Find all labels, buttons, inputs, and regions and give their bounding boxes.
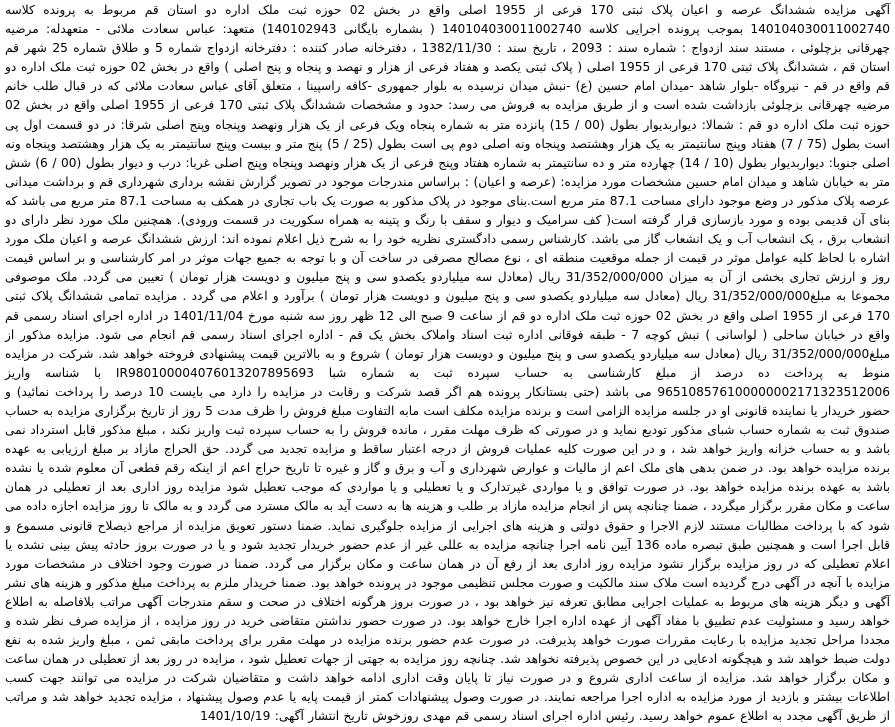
auction-notice-text: آگهی مزایده ششدانگ عرصه و اعیان پلاک ثبتی 170 فرعی از 1955 اصلی واقع در بخش 02 حوزه ثبت ملک اداره دو استان قم مربوط به پرونده کلاسه 140104030011002740 بموجب پرونده اجرایی کلاسه 140104030011002740 ( بشماره بایگانی 140102943) متعهد: عباس سعادت ملائی - متعهدله: مرضیه چهرقانی بزچلوئی ، مستند سند ازدواج : شماره سند : 2093 ، تاریخ سند : 1382/11/30 ، دفترخانه صادر کننده : دفترخانه ازدواج شماره 5 و طلاق شماره 25 شهر قم استان قم ، ششدانگ پلاک ثبتی 170 فرعی از 1955 اصلی ( پلاک ثبتی یکصد و هفتاد فرعی از هزار و نهصد و پنجاه و پنج اصلی ) واقع در بخش 02 حوزه ثبت ملک اداره دو قم واقع در قم - نیروگاه -بلوار شاهد -میدان امام حسین (ع) -نبش میدان نرسیده به بلوار جمهوری -کافه راسپینا ، متعلق آقای عباس سعادت ملائی که در قبال طلب خانم مرضیه چهرقانی بزچلوئی بازداشت شده است و از طریق مزایده به فروش می رسد: حدود و مشخصات ششدانگ پلاک ثبتی 170 فرعی از 1955 اصلی واقع در بخش 02 حوزه ثبت ملک اداره دو قم : شمالا: دیواربدیوار بطول (00 / 15) پانزده متر به شماره پنجاه ویک فرعی از یک هزار ونهصد وپنجاه وپنج اصلی شرقا: در دو قسمت اول پی است بطول (75 / 7) هفتاد وپنج سانتیمتر به یک هزار وهشتصد وپنجاه ونه اصلی دوم پی است بطول (25 / 5) پنج متر و بیست وپنج سانتیمتر به یک هزار وهشتصد وپنجاه ونه اصلی جنوبا: دیواربدیوار بطول (10 / 14) چهارده متر و ده سانتیمتر به شماره هفتاد وپنج فرعی از یک هزار ونهصد وپنجاه وپنج اصلی غربا: درب و دیوار بطول (00 / 6) شش متر به خیابان شاهد و میدان امام حسین مشخصات مورد مزایده: (عرصه و اعیان) : براساس مندرجات موجود در تصویر گزارش نقشه برداری شهرداری قم و برداشت میدانی عرصه پلاک مذکور در وضع موجود دارای مساحت 87.1 متر مربع است.بنای موجود در پلاک مذکور به صورت یک باب تجاری در همکف به مساحت 87.1 متر مربع می باشد که بنای آن قدیمی بوده و مورد بازسازی قرار گرفته است( کف سرامیک و دیوار و سقف با رنگ و پتینه به همراه سکوریت در قسمت ورودی). همچنین ملک مورد نظر دارای دو انشعاب برق ، یک انشعاب آب و یک انشعاب گاز می باشد. کارشناس رسمی دادگستری نظریه خود را به شرح ذیل اعلام نموده اند: ارزش ششدانگ عرصه و اعیان ملک مورد اشاره با لحاظ کلیه عوامل موثر در قیمت از جمله موقعیت منطقه ای ، نوع مصالح مصرفی در ساخت آن و با توجه به جمیع جهات موثر در امر کارشناسی و بر اساس قیمت روز و ارزش تجاری بخشی از آن به میزان 31/352/000/000 ریال (معادل سه میلیاردو یکصدو سی و پنج میلیون و دویست هزار تومان ) تعیین می گردد. ملک موصوفی مجموعا به مبلغ31/352/000/000 ریال (معادل سه میلیاردو یکصدو سی و پنج میلیون و دویست هزار تومان ) برآورد و اعلام می گردد . مزایده تمامی ششدانگ پلاک ثبتی 170 فرعی از 1955 اصلی واقع در بخش 02 حوزه ثبت ملک اداره دو قم از ساعت 9 صبح الی 12 ظهر روز سه شنبه مورخ 1401/11/04 در اداره اجرای اسناد رسمی قم واقع در خیابان ساحلی ( لواسانی ) نبش کوچه 7 - طبقه فوقانی اداره ثبت اسناد واملاک بخش یک قم - اداره اجرای اسناد رسمی قم انجام می شود. مزایده مذکور از مبلغ31/352/000/000 ریال (معادل سه میلیاردو یکصدو سی و پنج میلیون و دویست هزار تومان ) شروع و به بالاترین قیمت پیشنهادی فروخته خواهد شد. شرکت در مزایده منوط به پرداخت ده درصد از مبلغ کارشناسی به حساب سپرده ثبت به شماره شبا IR980100004076013207895693 با شناسه واریز 965108576100000002171323512006 می باشد (حتی بستانکار پرونده هم اگر قصد شرکت و رقابت در مزایده را دارد می بایست 10 درصد را پرداخت نمائید) و حضور خریدار یا نماینده قانونی او در جلسه مزایده الزامی است و برنده مزایده مکلف است مابه التفاوت مبلغ فروش را ظرف مدت 5 روز از تاریخ برگزاری مزایده به حساب صندوق ثبت به شماره حساب شبای مذکور تودیع نماید و در صورتی که ظرف مهلت مقرر ، مانده فروش را به حساب سپرده ثبت واریز نکند ، مبلغ مذکور قابل استرداد نمی باشد و به حساب خزانه واریز خواهد شد ، و در این صورت کلیه عملیات فروش از درجه اعتبار ساقط و مزایده تجدید می گردد. حق الحراج مازاد بر مبلغ ارزیابی به عهده برنده مزایده خواهد بود. در ضمن بدهی های ملک اعم از مالیات و عوارض شهرداری و آب و برق و گاز و غیره تا تاریخ حراج اعم از اینکه رقم قطعی آن معلوم شده یا نشده باشد به عهده برنده مزایده خواهد بود. در صورت توافق و یا مواردی غیرتدارک و یا تعطیلی و یا مواردی که موجب تعطیل شود مزایده روز اداری بعد از تعطیلی در همان ساعت و مکان مقرر برگزار میگردد ، ضمنا چنانچه پس از انجام مزایده مازاد بر طلب و هزینه ها به دست آید به مالک مسترد می گردد و به مالک تا روز مزایده اجازه داده می شود که با پرداخت مطالبات مستند لازم الاجرا و حقوق دولتی و هزینه های اجرایی از مزایده جلوگیری نماید. ضمنا دستور تعویق مزایده از مراجع ذیصلاح قانونی مسموع و قابل اجرا است و همچنین طبق تبصره ماده 136 آیین نامه اجرا چنانچه مزایده به عللی غیر از عدم حضور خریدار تجدید شود و یا در صورت بروز حادثه پیش بینی نشده یا اعلام تعطیلی که در روز مزایده برگزار نشود مزایده روز اداری بعد از رفع آن در همان ساعت و مکان برگزار می گردد. ضمنا در صورت وجود اختلاف در مشخصات مورد مزایده با آنچه در آگهی درج گردیده است ملاک سند مالکیت و صورت مجلس تنظیمی موجود در پرونده خواهد بود. ضمنا خریدار ملزم به پرداخت مبلغ مذکور و هزینه های نشر آگهی و دیگر هزینه های مربوط به عملیات اجرایی مطابق تعرفه نیز خواهد بود ، در صورت بروز هرگونه اختلاف در صحت و سقم مندرجات آگهی مراتب بلافاصله به اطلاع خواهد رسید و مسئولیت عدم تطبیق با مفاد آگهی از عهده اداره اجرا خارج خواهد بود. در صورت حضور نداشتن متقاضی خرید در روز مزایده ، از مزایده صرف نظر شده و مجددا مراحل تجدید مزایده با رعایت مقررات صورت خواهد پذیرفت. در صورت عدم حضور برنده مزایده در مهلت مقرر برای پرداخت مابقی ثمن ، مبلغ واریز شده به نفع دولت ضبط خواهد شد و هیچگونه ادعایی در این خصوص پذیرفته نخواهد شد. چنانچه روز مزایده به جهتی از جهات تعطیل شود ، مزایده در روز بعد از تعطیلی در همان ساعت و مکان برگزار خواهد شد. مزایده از ساعت اداری شروع و در صورت نیاز تا پایان وقت اداری ادامه خواهد داشت و متقاضیان شرکت در مزایده می توانند جهت کسب اطلاعات بیشتر و بازدید از مورد مزایده به اداره اجرا مراجعه نمایند. در صورت وصول پیشنهادات کمتر از قیمت پایه یا عدم وصول پیشنهاد ، مزایده تجدید خواهد شد و مراتب از طریق آگهی مجدد به اطلاع عموم خواهد رسید. رئیس اداره اجرای اسناد رسمی قم مهدی روزخوش تاریخ انتشار آگهی: 1401/10/19 (5, 3, 891, 724)
auction-notice-document (3, 1, 892, 724)
